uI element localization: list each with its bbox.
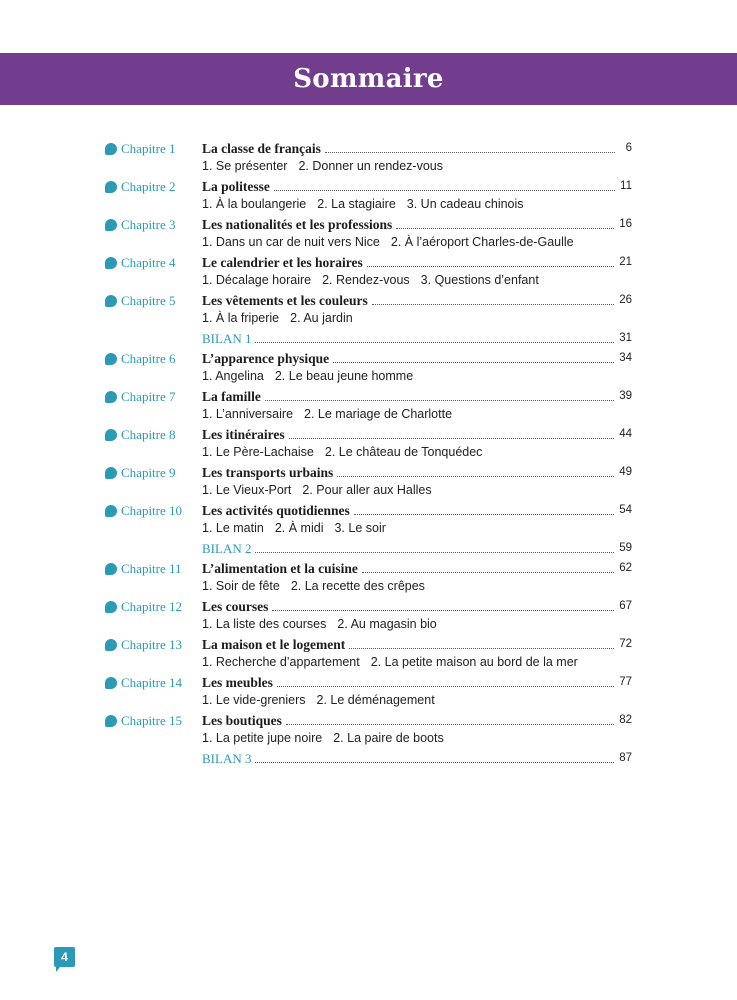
chapter-title: L’alimentation et la cuisine — [202, 561, 358, 576]
lesson-item: 2. Le mariage de Charlotte — [304, 407, 453, 421]
chapter-label — [105, 599, 182, 615]
chapter-label — [105, 637, 182, 653]
lesson-item: 2. Au jardin — [290, 311, 353, 325]
chapter-title: Les activités quotidiennes — [202, 503, 350, 518]
lesson-item: 2. Rendez-vous — [322, 273, 410, 287]
page-reference: 72 — [619, 638, 632, 650]
lesson-item: 2. Au magasin bio — [337, 617, 437, 631]
toc-bilan-entry[interactable] — [105, 540, 632, 560]
dot-leader — [272, 610, 614, 611]
chapter-label — [105, 713, 182, 729]
dot-leader — [396, 228, 614, 229]
speech-bubble-icon — [105, 219, 117, 231]
chapter-title: La politesse — [202, 179, 270, 194]
speech-bubble-icon — [105, 143, 117, 155]
lesson-item: 2. À midi — [274, 521, 324, 535]
lesson-item: 2. La recette des crêpes — [290, 579, 425, 593]
lesson-list — [202, 197, 535, 211]
toc-chapter-entry[interactable] — [105, 388, 632, 426]
toc-chapter-entry[interactable] — [105, 598, 632, 636]
toc-title-line — [202, 502, 632, 519]
lesson-item: 3. Un cadeau chinois — [406, 197, 524, 211]
chapter-label — [105, 427, 176, 443]
chapter-label — [105, 179, 176, 195]
chapter-number: Chapitre 1 — [121, 141, 176, 156]
dot-leader — [255, 552, 614, 553]
bilan-title: BILAN 1 — [202, 331, 252, 346]
toc-title-line — [202, 254, 632, 271]
chapter-number: Chapitre 7 — [121, 389, 176, 404]
speech-bubble-icon — [105, 563, 117, 575]
chapter-number: Chapitre 9 — [121, 465, 176, 480]
page-reference: 21 — [619, 256, 632, 268]
chapter-number: Chapitre 12 — [121, 599, 183, 614]
page-reference: 11 — [620, 180, 632, 192]
chapter-label — [105, 255, 176, 271]
dot-leader — [255, 342, 614, 343]
toc-title-line — [202, 560, 632, 577]
lesson-list — [202, 731, 455, 745]
speech-bubble-icon — [105, 295, 117, 307]
toc-bilan-entry[interactable] — [105, 750, 632, 770]
chapter-label — [105, 141, 176, 157]
lesson-item: 2. La petite maison au bord de la mer — [370, 655, 578, 669]
speech-bubble-icon — [105, 467, 117, 479]
page-reference: 16 — [619, 218, 632, 230]
lesson-item: 1. Le matin — [202, 521, 264, 535]
page-number-badge: 4 — [54, 947, 75, 967]
chapter-label — [105, 465, 176, 481]
toc-title-line — [202, 674, 632, 691]
toc-title-line — [202, 350, 632, 367]
table-of-contents — [105, 140, 632, 770]
dot-leader — [337, 476, 614, 477]
speech-bubble-icon — [105, 257, 117, 269]
page-reference: 44 — [619, 428, 632, 440]
bilan-title: BILAN 3 — [202, 751, 252, 766]
toc-title-line — [202, 178, 632, 195]
chapter-number: Chapitre 6 — [121, 351, 176, 366]
title-banner — [0, 53, 737, 105]
chapter-title: Les meubles — [202, 675, 273, 690]
lesson-list — [202, 445, 493, 459]
page-reference: 34 — [619, 352, 632, 364]
lesson-item: 2. À l’aéroport Charles-de-Gaulle — [390, 235, 574, 249]
dot-leader — [289, 438, 615, 439]
page-reference: 26 — [619, 294, 632, 306]
toc-title-line — [202, 330, 632, 347]
lesson-list — [202, 655, 589, 669]
lesson-list — [202, 521, 397, 535]
toc-chapter-entry[interactable] — [105, 560, 632, 598]
lesson-item: 1. Le Père-Lachaise — [202, 445, 314, 459]
toc-chapter-entry[interactable] — [105, 636, 632, 674]
chapter-label — [105, 561, 182, 577]
toc-chapter-entry[interactable] — [105, 426, 632, 464]
lesson-item: 2. Donner un rendez-vous — [298, 159, 443, 173]
toc-chapter-entry[interactable] — [105, 178, 632, 216]
lesson-item: 2. Le beau jeune homme — [274, 369, 414, 383]
lesson-item: 1. Recherche d’appartement — [202, 655, 360, 669]
chapter-title: Les vêtements et les couleurs — [202, 293, 368, 308]
lesson-list — [202, 617, 448, 631]
toc-chapter-entry[interactable] — [105, 674, 632, 712]
toc-title-line — [202, 636, 632, 653]
speech-bubble-icon — [105, 601, 117, 613]
dot-leader — [362, 572, 614, 573]
toc-chapter-entry[interactable] — [105, 254, 632, 292]
lesson-item: 2. Le château de Tonquédec — [324, 445, 483, 459]
lesson-item: 1. Soir de fête — [202, 579, 280, 593]
chapter-label — [105, 293, 176, 309]
chapter-number: Chapitre 15 — [121, 713, 183, 728]
page-reference: 62 — [619, 562, 632, 574]
dot-leader — [367, 266, 614, 267]
toc-chapter-entry[interactable] — [105, 464, 632, 502]
lesson-list — [202, 483, 443, 497]
lesson-item: 3. Questions d’enfant — [420, 273, 539, 287]
lesson-item: 1. Dans un car de nuit vers Nice — [202, 235, 380, 249]
lesson-item: 2. La paire de boots — [333, 731, 444, 745]
toc-chapter-entry[interactable] — [105, 502, 632, 540]
lesson-item: 1. La liste des courses — [202, 617, 327, 631]
toc-title-line — [202, 426, 632, 443]
lesson-item: 1. L’anniversaire — [202, 407, 294, 421]
chapter-title: La maison et le logement — [202, 637, 346, 652]
speech-bubble-icon — [105, 429, 117, 441]
lesson-list — [202, 235, 585, 249]
chapter-label — [105, 389, 176, 405]
toc-title-line — [202, 750, 632, 767]
toc-chapter-entry[interactable] — [105, 292, 632, 330]
chapter-number: Chapitre 3 — [121, 217, 176, 232]
toc-chapter-entry[interactable] — [105, 350, 632, 388]
lesson-item: 2. Le déménagement — [316, 693, 435, 707]
speech-bubble-icon — [105, 391, 117, 403]
toc-bilan-entry[interactable] — [105, 330, 632, 350]
bilan-title: BILAN 2 — [202, 541, 252, 556]
toc-title-line — [202, 598, 632, 615]
toc-title-line — [202, 140, 632, 157]
chapter-title: L’apparence physique — [202, 351, 330, 366]
lesson-item: 1. À la friperie — [202, 311, 280, 325]
toc-title-line — [202, 388, 632, 405]
lesson-item: 1. Le Vieux-Port — [202, 483, 292, 497]
page-reference: 77 — [619, 676, 632, 688]
lesson-list — [202, 273, 550, 287]
toc-title-line — [202, 712, 632, 729]
lesson-list — [202, 693, 446, 707]
dot-leader — [255, 762, 614, 763]
page-reference: 87 — [619, 752, 632, 764]
page-reference: 31 — [619, 332, 632, 344]
lesson-list — [202, 579, 436, 593]
chapter-number: Chapitre 4 — [121, 255, 176, 270]
chapter-number: Chapitre 8 — [121, 427, 176, 442]
page-reference: 49 — [619, 466, 632, 478]
dot-leader — [325, 152, 615, 153]
chapter-number: Chapitre 2 — [121, 179, 176, 194]
lesson-item: 1. Le vide-greniers — [202, 693, 306, 707]
chapter-label — [105, 351, 176, 367]
lesson-item: 2. La stagiaire — [317, 197, 396, 211]
toc-title-line — [202, 292, 632, 309]
speech-bubble-icon — [105, 181, 117, 193]
toc-chapter-entry[interactable] — [105, 712, 632, 750]
lesson-list — [202, 159, 454, 173]
page-reference: 59 — [619, 542, 632, 554]
toc-title-line — [202, 216, 632, 233]
chapter-number: Chapitre 5 — [121, 293, 176, 308]
speech-bubble-icon — [105, 715, 117, 727]
speech-bubble-icon — [105, 677, 117, 689]
page-reference: 54 — [619, 504, 632, 516]
lesson-item: 3. Le soir — [334, 521, 386, 535]
chapter-title: Les transports urbains — [202, 465, 334, 480]
page-title: Sommaire — [293, 64, 444, 94]
dot-leader — [333, 362, 614, 363]
lesson-item: 1. La petite jupe noire — [202, 731, 323, 745]
speech-bubble-icon — [105, 353, 117, 365]
dot-leader — [265, 400, 614, 401]
chapter-title: Les boutiques — [202, 713, 282, 728]
chapter-number: Chapitre 13 — [121, 637, 183, 652]
speech-bubble-icon — [105, 505, 117, 517]
lesson-item: 1. Se présenter — [202, 159, 288, 173]
chapter-number: Chapitre 10 — [121, 503, 183, 518]
lesson-item: 2. Pour aller aux Halles — [302, 483, 432, 497]
page-reference: 39 — [619, 390, 632, 402]
dot-leader — [277, 686, 614, 687]
chapter-title: Les itinéraires — [202, 427, 285, 442]
page-reference: 6 — [625, 142, 632, 154]
lesson-list — [202, 407, 463, 421]
lesson-item: 1. Angelina — [202, 369, 264, 383]
page-reference: 67 — [619, 600, 632, 612]
lesson-list — [202, 369, 424, 383]
lesson-item: 1. Décalage horaire — [202, 273, 312, 287]
toc-chapter-entry[interactable] — [105, 140, 632, 178]
speech-bubble-icon — [105, 639, 117, 651]
lesson-list — [202, 311, 364, 325]
chapter-title: Le calendrier et les horaires — [202, 255, 363, 270]
dot-leader — [274, 190, 615, 191]
page-reference: 82 — [619, 714, 632, 726]
toc-chapter-entry[interactable] — [105, 216, 632, 254]
chapter-number: Chapitre 11 — [121, 561, 182, 576]
chapter-label — [105, 217, 176, 233]
lesson-item: 1. À la boulangerie — [202, 197, 307, 211]
chapter-title: Les nationalités et les professions — [202, 217, 393, 232]
chapter-label — [105, 503, 182, 519]
chapter-label — [105, 675, 182, 691]
toc-title-line — [202, 540, 632, 557]
dot-leader — [372, 304, 614, 305]
chapter-title: La famille — [202, 389, 261, 404]
chapter-title: La classe de français — [202, 141, 321, 156]
dot-leader — [354, 514, 614, 515]
dot-leader — [349, 648, 614, 649]
dot-leader — [286, 724, 614, 725]
toc-title-line — [202, 464, 632, 481]
chapter-number: Chapitre 14 — [121, 675, 183, 690]
chapter-title: Les courses — [202, 599, 269, 614]
